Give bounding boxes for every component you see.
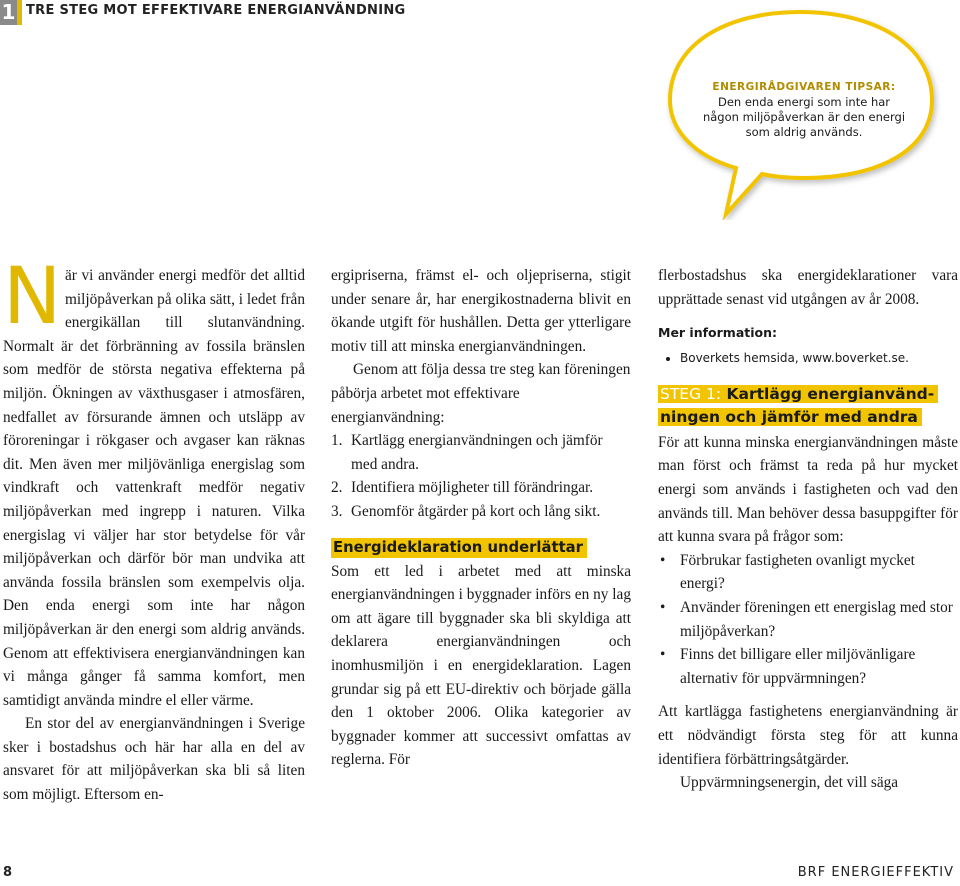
body-paragraph: Som ett led i arbetet med att minska energianvändningen i byggnader införs en ny lag om att ägare till byggnader ska bli skyldiga att deklarera energianvändningen och inomhusmiljön i en energideklaration. Lagen grundar sig på ett EU-direktiv och började gälla den 1 oktober 2006. Olika kategorier av byggnader kommer att successivt omfattas av reglerna. För [331, 562, 631, 769]
tip-line: Den enda energi som inte har [717, 95, 891, 109]
step-number: 3. [331, 502, 343, 520]
step-number: 1. [331, 432, 343, 450]
section-heading: Energideklaration underlättar [331, 538, 587, 558]
list-item[interactable]: • Boverkets hemsida, www.boverket.se. [680, 347, 958, 369]
list-item: • Använder föreningen ett energislag med stor miljöpåverkan? [658, 596, 958, 643]
drop-cap: N [3, 252, 62, 342]
magazine-name: BRF ENERGIEFFEKTIV [797, 865, 954, 880]
page-number: 8 [3, 865, 13, 880]
list-item [331, 476, 631, 500]
step-title: ningen och jämför med andra [660, 407, 918, 426]
tip-text [662, 80, 946, 140]
list-item: • Finns det billigare eller miljövänligare alternativ för uppvärmningen? [658, 643, 958, 690]
step-title: Kartlägg energianvänd- [726, 384, 935, 403]
body-paragraph: Att kartlägga fastighetens energianvändning är ett nödvändigt första steg för att kunna identifiera förbättringsåtgärder. [658, 703, 958, 768]
list-item [331, 500, 631, 524]
chapter-number: 1 [1, 0, 16, 24]
body-paragraph: flerbostadshus ska energideklarationer vara upprättade senast vid utgången av år 2008. [658, 267, 958, 308]
list-item: • Förbrukar fastigheten ovanligt mycket energi? [658, 549, 958, 596]
step-text: Genomför åtgärder på kort och lång sikt. [351, 502, 601, 520]
tip-heading: ENERGIRÅDGIVAREN TIPSAR: [712, 81, 896, 93]
step-text: Identifiera möjligheter till förändringar. [351, 479, 594, 497]
chapter-accent-bar [17, 0, 22, 25]
body-paragraph: är vi använder energi medför det alltid miljöpåverkan på olika sätt, i ledet från energikällan till slutanvändning. Normalt är det förbränning av fossila bränslen som medför de största negativa effekterna på miljön. Ökningen av växthusgaser i atmosfären, nedfallet av försurande ämnen och utsläpp av föroreningar i rökgaser och avgaser kan räknas dit. Men även mer miljövänliga energislag som vindkraft och vattenkraft medför negativ miljöpåverkan med ingrepp i naturen. Vilka energislag vi väljer har stor betydelse för vår miljöpåverkan och därför bör man undvika att använda fossila bränslen som exempelvis olja. Den enda energi som inte har någon miljöpåverkan är den energi som aldrig används. Genom att effektivisera energianvändningen kan vi många gånger få samma komfort, men samtidigt använda mindre el eller värme. [3, 267, 305, 709]
tip-line: som aldrig används. [745, 125, 863, 139]
list-item [331, 429, 631, 476]
column-3 [658, 264, 958, 795]
column-2 [331, 264, 631, 772]
tip-line: någon miljöpåverkan är den energi [702, 110, 906, 124]
more-info-list [658, 347, 958, 369]
step-number: 2. [331, 479, 343, 497]
steps-list [331, 429, 631, 523]
step-heading [658, 383, 958, 429]
more-info-heading: Mer information: [658, 325, 778, 341]
chapter-title: TRE STEG MOT EFFEKTIVARE ENERGIANVÄNDNING [26, 3, 406, 18]
body-paragraph: För att kunna minska energianvändningen måste man först och främst ta reda på hur mycket energi som används i fastigheten och vad den används till. Man behöver dessa basuppgifter för att kunna svara på frågor som: [658, 433, 958, 546]
body-paragraph: En stor del av energianvändningen i Sverige sker i bostadshus och här har alla en del av ansvaret för att miljöpåverkan ska bli så liten som möjligt. Eftersom en- [3, 715, 305, 804]
body-paragraph: Uppvärmningsenergin, det vill säga [680, 774, 899, 792]
body-paragraph: ergipriserna, främst el- och oljepriserna, stigit under senare år, har energikostnaderna blivit en ökande utgift för hushållen. Detta ger ytterligare motiv till att minska energianvändningen. [331, 267, 631, 355]
step-text: Kartlägg energianvändningen och jämför med andra. [351, 432, 603, 473]
step-label: STEG 1: [660, 384, 722, 403]
column-1 [3, 252, 305, 807]
page-footer [0, 862, 960, 886]
body-paragraph: Genom att följa dessa tre steg kan föreningen påbörja arbetet mot effektivare energianvändning: [331, 361, 631, 426]
questions-list [658, 549, 958, 691]
